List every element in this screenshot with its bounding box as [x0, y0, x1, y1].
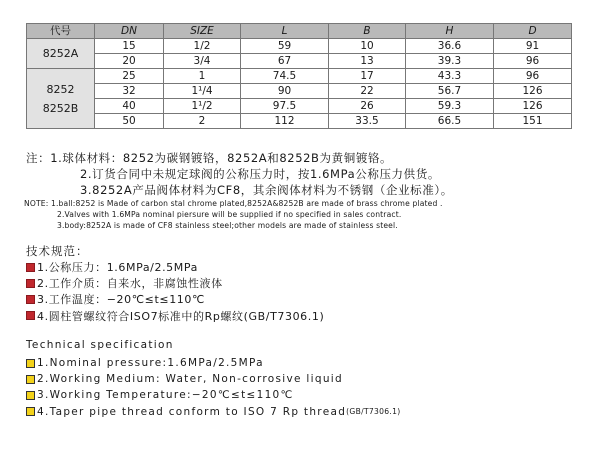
- header-code: 代号: [27, 24, 95, 39]
- spec-cn-medium: 2.工作介质：自来水，非腐蚀性液体: [37, 277, 223, 291]
- spec-cn-temperature: 3.工作温度：−20℃≤t≤110℃: [37, 293, 205, 307]
- header-dn: DN: [95, 24, 164, 39]
- cell-size: 1/2: [164, 39, 241, 54]
- red-square-icon: [26, 263, 35, 272]
- header-b: B: [329, 24, 406, 39]
- spec-cn-thread: 4.圆柱管螺纹符合ISO7标准中的Rp螺纹(GB/T7306.1): [37, 309, 325, 323]
- list-item: [26, 259, 324, 275]
- note-cn-1: 注：1.球体材料：8252为碳钢镀铬，8252A和8252B为黄铜镀铬。: [26, 151, 393, 165]
- note-en-2: 2.Valves with 1.6MPa nominal piersure will be supplied if no specified in sales contract.: [57, 210, 402, 219]
- table-row: [27, 54, 572, 69]
- list-item: [26, 291, 324, 307]
- cell-dn: 50: [95, 114, 164, 129]
- cell-dn: 20: [95, 54, 164, 69]
- red-square-icon: [26, 279, 35, 288]
- cell-b: 33.5: [329, 114, 406, 129]
- tech-spec-en-title: Technical specification: [26, 339, 174, 351]
- table-header-row: [27, 24, 572, 39]
- notes-chinese: [26, 150, 453, 198]
- cell-size: 1¹/2: [164, 99, 241, 114]
- list-item: [26, 387, 401, 403]
- yellow-square-icon: [26, 391, 35, 400]
- spec-en-thread-standard: (GB/T7306.1): [346, 407, 401, 417]
- yellow-square-icon: [26, 407, 35, 416]
- list-item: [26, 355, 401, 371]
- tech-spec-en-list: [26, 355, 401, 420]
- header-l: L: [241, 24, 329, 39]
- cell-d: 126: [494, 84, 572, 99]
- cell-l: 59: [241, 39, 329, 54]
- model-8252b: 8252B: [42, 101, 79, 115]
- cell-l: 90: [241, 84, 329, 99]
- cell-dn: 40: [95, 99, 164, 114]
- list-item: [26, 371, 401, 387]
- cell-b: 26: [329, 99, 406, 114]
- cell-d: 91: [494, 39, 572, 54]
- cell-size: 3/4: [164, 54, 241, 69]
- cell-d: 96: [494, 69, 572, 84]
- cell-l: 112: [241, 114, 329, 129]
- note-en-1: NOTE: 1.ball:8252 is Made of carbon stal chrome plated,8252A&8252B are made of brass chrome plated .: [24, 199, 443, 208]
- spec-cn-pressure: 1.公称压力：1.6MPa/2.5MPa: [37, 261, 198, 275]
- cell-b: 22: [329, 84, 406, 99]
- cell-h: 43.3: [406, 69, 494, 84]
- table-row: [27, 114, 572, 129]
- cell-l: 97.5: [241, 99, 329, 114]
- red-square-icon: [26, 311, 35, 320]
- cell-dn: 25: [95, 69, 164, 84]
- model-8252-8252b: [27, 69, 95, 129]
- cell-d: 126: [494, 99, 572, 114]
- cell-h: 59.3: [406, 99, 494, 114]
- list-item: [26, 308, 324, 324]
- yellow-square-icon: [26, 375, 35, 384]
- notes-english: [24, 198, 443, 231]
- list-item: [26, 275, 324, 291]
- cell-dn: 15: [95, 39, 164, 54]
- cell-l: 67: [241, 54, 329, 69]
- note-en-3: 3.body:8252A is made of CF8 stainless steel;other models are made of stainless steel.: [57, 221, 398, 230]
- red-square-icon: [26, 295, 35, 304]
- cell-size: 1¹/4: [164, 84, 241, 99]
- model-8252a: 8252A: [27, 39, 95, 69]
- note-cn-2: 2.订货合同中未规定球阀的公称压力时，按1.6MPa公称压力供货。: [80, 167, 440, 181]
- cell-d: 151: [494, 114, 572, 129]
- header-d: D: [494, 24, 572, 39]
- cell-h: 36.6: [406, 39, 494, 54]
- note-cn-3: 3.8252A产品阀体材料为CF8，其余阀体材料为不锈钢（企业标准）。: [80, 183, 453, 197]
- table-row: [27, 39, 572, 54]
- table-row: [27, 84, 572, 99]
- spec-en-pressure: 1.Nominal pressure:1.6MPa/2.5MPa: [37, 357, 264, 370]
- cell-b: 10: [329, 39, 406, 54]
- spec-en-thread: 4.Taper pipe thread conform to ISO 7 Rp thread: [37, 405, 347, 418]
- cell-h: 56.7: [406, 84, 494, 99]
- cell-size: 1: [164, 69, 241, 84]
- header-size: SIZE: [164, 24, 241, 39]
- model-8252: 8252: [46, 82, 75, 96]
- yellow-square-icon: [26, 359, 35, 368]
- cell-h: 39.3: [406, 54, 494, 69]
- cell-b: 13: [329, 54, 406, 69]
- cell-dn: 32: [95, 84, 164, 99]
- table-row: [27, 69, 572, 84]
- list-item: [26, 404, 401, 420]
- table-row: [27, 99, 572, 114]
- spec-table: [26, 23, 572, 129]
- tech-spec-cn-list: [26, 259, 324, 324]
- spec-en-temperature: 3.Working Temperature:−20℃≤t≤110℃: [37, 389, 294, 402]
- spec-en-medium: 2.Working Medium: Water, Non-corrosive liquid: [37, 373, 343, 386]
- cell-d: 96: [494, 54, 572, 69]
- cell-h: 66.5: [406, 114, 494, 129]
- tech-spec-cn-title: 技术规范：: [26, 244, 89, 258]
- cell-b: 17: [329, 69, 406, 84]
- cell-l: 74.5: [241, 69, 329, 84]
- header-h: H: [406, 24, 494, 39]
- cell-size: 2: [164, 114, 241, 129]
